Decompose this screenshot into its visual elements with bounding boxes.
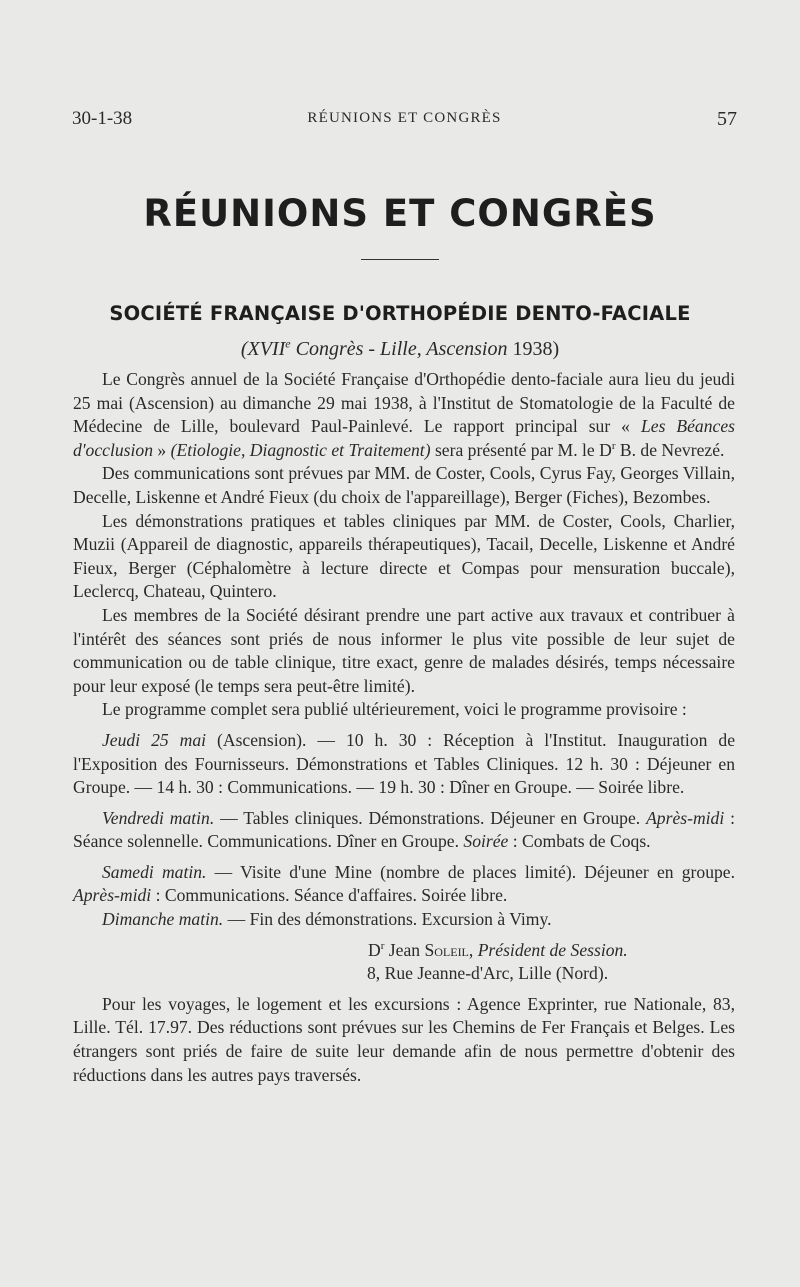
day-label: Dimanche matin. <box>102 909 224 930</box>
text-run: : Combats de Coqs. <box>508 831 651 852</box>
signature <box>73 939 735 963</box>
paragraph-communications: Des communications sont prévues par MM. de Coster, Cools, Cyrus Fay, Georges Villain, Decelle, Liskenne et André Fieux (du choix de l'appareillage), Berger (Fiches), Bezombes. <box>73 463 735 507</box>
paragraph-demonstrations: Les démonstrations pratiques et tables cliniques par MM. de Coster, Cools, Charlier, Muzii (Appareil de diagnostic, appareils thérapeutiques), Tacail, Decelle, Liskenne et André Fieux, Berger (Céphalomètre à lecture directe et Compas pour mensuration buccale), Leclercq, Chateau, Quintero. <box>73 510 735 602</box>
paragraph-members: Les membres de la Société désirant prendre une part active aux travaux et contribuer à l'intérêt des séances sont priés de nous informer le plus vite possible de leur sujet de communication ou de table clinique, titre exact, genre de malades désirés, temps nécessaire pour leur exposé (le temps sera peut-être limité). <box>73 604 735 696</box>
congress-sup: e <box>285 336 291 351</box>
time-label: Après-midi <box>73 885 152 906</box>
superscript: r <box>611 439 616 452</box>
congress-year: 1938) <box>512 338 560 360</box>
congress-roman: XVII <box>247 338 286 360</box>
programme-thursday <box>73 729 735 800</box>
running-head-title: RÉUNIONS ET CONGRÈS <box>307 110 502 126</box>
text-run: , <box>468 939 478 960</box>
section-heading: SOCIÉTÉ FRANÇAISE D'ORTHOPÉDIE DENTO-FACIALE <box>109 302 691 325</box>
text-run: : Séance solennelle. Communications. Dîner en Groupe. <box>73 807 736 852</box>
programme-saturday <box>73 861 735 908</box>
signature-address: 8, Rue Jeanne-d'Arc, Lille (Nord). <box>367 963 609 984</box>
signatory-role: Président de Session. <box>477 939 628 960</box>
programme-friday <box>73 807 735 854</box>
text-run: D <box>368 939 381 960</box>
paragraph-programme: Le programme complet sera publié ultérieurement, voici le programme provisoire : <box>102 699 687 720</box>
running-head-date: 30-1-38 <box>72 108 133 129</box>
text-run: Le Congrès annuel de la Société Française d'Orthopédie dento-faciale aura lieu du jeudi 25 mai (Ascension) au dimanche 29 mai 1938, à l'Institut de Stomatologie de la Faculté de Médecine de Lille, boulevard Paul-Painlevé. Le rapport principal sur « <box>73 369 735 437</box>
paragraph-intro <box>73 368 735 462</box>
section-subheading <box>0 338 800 361</box>
article-body <box>73 368 735 1087</box>
italic-run: Les Béances d'occlusion <box>73 416 735 460</box>
paragraph-travel: Pour les voyages, le logement et les excursions : Agence Exprinter, rue Nationale, 83, Lille. Tél. 17.97. Des réductions sont prévues sur les Chemins de Fer Français et Belges. Les étrangers sont priés de faire de suite leur demande afin de nous permettre d'obtenir des réductions dans les autres pays traversés. <box>73 993 735 1085</box>
text-run: B. de Nevrezé. <box>615 439 725 460</box>
congress-open: ( <box>240 338 248 360</box>
page-title: RÉUNIONS ET CONGRÈS <box>143 192 657 235</box>
text-run: sera présenté par M. le D <box>430 439 612 460</box>
italic-run: (Etiologie, Diagnostic et Traitement) <box>170 439 431 460</box>
congress-rest: Congrès - Lille, Ascension <box>290 338 513 360</box>
day-label: Jeudi 25 mai <box>102 729 207 750</box>
day-label: Samedi matin. <box>102 861 207 882</box>
text-run: (Ascension). — 10 h. 30 : Réception à l'Institut. Inauguration de l'Exposition des Fournisseurs. Démonstrations et Tables Cliniques. 12 h. 30 : Déjeuner en Groupe. — 14 h. 30 : Communications. — 19 h. 30 : Dîner en Groupe. — Soirée libre. <box>73 729 735 798</box>
programme-sunday <box>73 908 735 932</box>
text-run: — Tables cliniques. Démonstrations. Déjeuner en Groupe. <box>214 807 647 828</box>
title-divider <box>361 259 439 260</box>
text-run: : Communications. Séance d'affaires. Soirée libre. <box>151 885 508 906</box>
text-run: Jean <box>384 939 425 960</box>
time-label: Soirée <box>463 831 509 852</box>
signatory-name: Soleil <box>424 939 469 960</box>
time-label: Après-midi <box>646 807 725 828</box>
text-run: — Visite d'une Mine (nombre de places limité). Déjeuner en groupe. <box>206 861 735 882</box>
page-number: 57 <box>717 108 737 130</box>
running-head <box>72 108 737 136</box>
text-run: — Fin des démonstrations. Excursion à Vimy. <box>223 909 552 930</box>
text-run: » <box>153 439 171 460</box>
superscript: r <box>380 939 385 952</box>
day-label: Vendredi matin. <box>102 807 215 828</box>
